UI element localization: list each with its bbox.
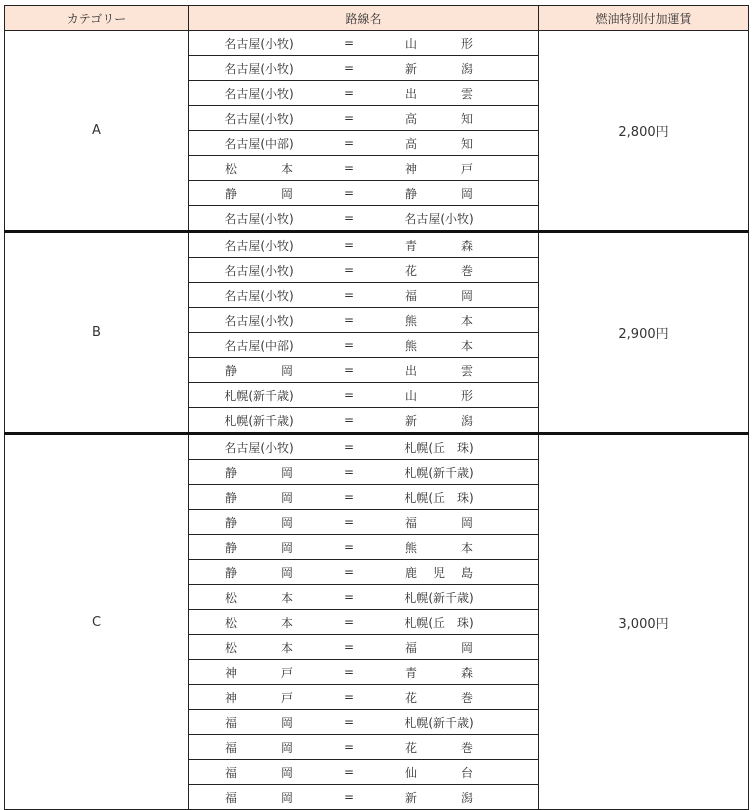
route-cell bbox=[189, 535, 539, 560]
route-origin: 静 岡 bbox=[225, 186, 293, 201]
route-destination: 福 岡 bbox=[405, 515, 473, 530]
route-origin: 名古屋(小牧) bbox=[224, 313, 294, 328]
route-destination: 神 戸 bbox=[405, 161, 473, 176]
route-destination: 熊 本 bbox=[405, 313, 473, 328]
route-separator: = bbox=[343, 86, 355, 100]
route-destination: 札幌(新千歳) bbox=[404, 465, 474, 480]
route-origin: 静 岡 bbox=[225, 490, 293, 505]
route-origin: 名古屋(小牧) bbox=[224, 86, 294, 101]
route-destination: 福 岡 bbox=[405, 640, 473, 655]
route-cell bbox=[189, 81, 539, 106]
category-cell: C bbox=[5, 434, 189, 810]
route-cell bbox=[189, 206, 539, 232]
route-separator: = bbox=[343, 490, 355, 504]
route-separator: = bbox=[343, 288, 355, 302]
surcharge-cell: 2,800円 bbox=[539, 31, 749, 232]
route-destination: 花 巻 bbox=[405, 740, 473, 755]
table-row bbox=[5, 434, 749, 460]
route-separator: = bbox=[343, 740, 355, 754]
route-origin: 名古屋(中部) bbox=[224, 136, 294, 151]
route-origin: 名古屋(小牧) bbox=[224, 263, 294, 278]
route-cell bbox=[189, 283, 539, 308]
route-cell bbox=[189, 383, 539, 408]
route-cell bbox=[189, 585, 539, 610]
route-destination: 鹿児島 bbox=[405, 565, 473, 580]
route-origin: 名古屋(小牧) bbox=[224, 36, 294, 51]
route-separator: = bbox=[343, 590, 355, 604]
route-separator: = bbox=[343, 790, 355, 804]
route-destination: 福 岡 bbox=[405, 288, 473, 303]
route-destination: 花 巻 bbox=[405, 690, 473, 705]
route-cell bbox=[189, 460, 539, 485]
route-separator: = bbox=[343, 715, 355, 729]
surcharge-cell: 3,000円 bbox=[539, 434, 749, 810]
route-separator: = bbox=[343, 565, 355, 579]
route-cell bbox=[189, 131, 539, 156]
route-separator: = bbox=[343, 440, 355, 454]
header-surcharge: 燃油特別付加運賃 bbox=[539, 6, 749, 31]
route-destination: 新 潟 bbox=[405, 790, 473, 805]
route-cell bbox=[189, 610, 539, 635]
route-origin: 福 岡 bbox=[225, 765, 293, 780]
header-category: カテゴリー bbox=[5, 6, 189, 31]
route-origin: 静 岡 bbox=[225, 465, 293, 480]
route-separator: = bbox=[343, 36, 355, 50]
route-cell bbox=[189, 232, 539, 258]
route-separator: = bbox=[343, 615, 355, 629]
route-origin: 静 岡 bbox=[225, 515, 293, 530]
route-destination: 札幌(丘 珠) bbox=[404, 615, 474, 630]
table-row bbox=[5, 232, 749, 258]
route-cell bbox=[189, 56, 539, 81]
route-origin: 福 岡 bbox=[225, 790, 293, 805]
route-separator: = bbox=[343, 540, 355, 554]
route-destination: 札幌(丘 珠) bbox=[404, 490, 474, 505]
route-origin: 名古屋(小牧) bbox=[224, 211, 294, 226]
route-separator: = bbox=[343, 388, 355, 402]
route-cell bbox=[189, 560, 539, 585]
route-origin: 松 本 bbox=[225, 161, 293, 176]
route-separator: = bbox=[343, 263, 355, 277]
route-origin: 静 岡 bbox=[225, 565, 293, 580]
route-cell bbox=[189, 735, 539, 760]
route-separator: = bbox=[343, 338, 355, 352]
route-origin: 松 本 bbox=[225, 590, 293, 605]
route-destination: 山 形 bbox=[405, 388, 473, 403]
table-row bbox=[5, 31, 749, 56]
route-separator: = bbox=[343, 238, 355, 252]
route-destination: 出 雲 bbox=[405, 363, 473, 378]
route-separator: = bbox=[343, 313, 355, 327]
route-destination: 札幌(新千歳) bbox=[404, 715, 474, 730]
route-destination: 新 潟 bbox=[405, 61, 473, 76]
route-destination: 熊 本 bbox=[405, 338, 473, 353]
route-destination: 青 森 bbox=[405, 665, 473, 680]
route-separator: = bbox=[343, 665, 355, 679]
route-separator: = bbox=[343, 363, 355, 377]
route-cell bbox=[189, 485, 539, 510]
route-separator: = bbox=[343, 640, 355, 654]
route-origin: 札幌(新千歳) bbox=[224, 388, 294, 403]
route-destination: 新 潟 bbox=[405, 413, 473, 428]
route-cell bbox=[189, 760, 539, 785]
route-destination: 青 森 bbox=[405, 238, 473, 253]
route-separator: = bbox=[343, 765, 355, 779]
route-origin: 名古屋(小牧) bbox=[224, 111, 294, 126]
route-separator: = bbox=[343, 61, 355, 75]
route-cell bbox=[189, 31, 539, 56]
route-cell bbox=[189, 333, 539, 358]
route-cell bbox=[189, 710, 539, 735]
route-origin: 札幌(新千歳) bbox=[224, 413, 294, 428]
header-route: 路線名 bbox=[189, 6, 539, 31]
route-separator: = bbox=[343, 186, 355, 200]
route-cell bbox=[189, 308, 539, 333]
route-cell bbox=[189, 106, 539, 131]
route-origin: 神 戸 bbox=[225, 690, 293, 705]
route-destination: 札幌(新千歳) bbox=[404, 590, 474, 605]
route-cell bbox=[189, 785, 539, 810]
route-cell bbox=[189, 408, 539, 434]
route-destination: 高 知 bbox=[405, 111, 473, 126]
route-separator: = bbox=[343, 161, 355, 175]
route-cell bbox=[189, 358, 539, 383]
route-separator: = bbox=[343, 515, 355, 529]
route-origin: 静 岡 bbox=[225, 540, 293, 555]
route-separator: = bbox=[343, 413, 355, 427]
route-destination: 名古屋(小牧) bbox=[404, 211, 474, 226]
route-cell bbox=[189, 181, 539, 206]
route-separator: = bbox=[343, 690, 355, 704]
route-destination: 山 形 bbox=[405, 36, 473, 51]
route-destination: 仙 台 bbox=[405, 765, 473, 780]
table-body bbox=[5, 31, 749, 810]
surcharge-cell: 2,900円 bbox=[539, 232, 749, 434]
route-destination: 出 雲 bbox=[405, 86, 473, 101]
route-origin: 福 岡 bbox=[225, 740, 293, 755]
route-cell bbox=[189, 685, 539, 710]
route-cell bbox=[189, 258, 539, 283]
route-separator: = bbox=[343, 211, 355, 225]
route-origin: 静 岡 bbox=[225, 363, 293, 378]
route-origin: 松 本 bbox=[225, 615, 293, 630]
route-destination: 静 岡 bbox=[405, 186, 473, 201]
route-destination: 花 巻 bbox=[405, 263, 473, 278]
route-origin: 福 岡 bbox=[225, 715, 293, 730]
route-cell bbox=[189, 156, 539, 181]
route-separator: = bbox=[343, 465, 355, 479]
category-cell: B bbox=[5, 232, 189, 434]
route-separator: = bbox=[343, 136, 355, 150]
route-origin: 名古屋(小牧) bbox=[224, 440, 294, 455]
category-cell: A bbox=[5, 31, 189, 232]
route-cell bbox=[189, 660, 539, 685]
route-cell bbox=[189, 510, 539, 535]
header-row bbox=[5, 6, 749, 31]
route-destination: 高 知 bbox=[405, 136, 473, 151]
route-origin: 名古屋(小牧) bbox=[224, 288, 294, 303]
route-destination: 札幌(丘 珠) bbox=[404, 440, 474, 455]
route-cell bbox=[189, 434, 539, 460]
route-destination: 熊 本 bbox=[405, 540, 473, 555]
route-separator: = bbox=[343, 111, 355, 125]
route-origin: 神 戸 bbox=[225, 665, 293, 680]
fuel-surcharge-table bbox=[4, 5, 749, 810]
route-origin: 松 本 bbox=[225, 640, 293, 655]
route-origin: 名古屋(小牧) bbox=[224, 238, 294, 253]
route-cell bbox=[189, 635, 539, 660]
route-origin: 名古屋(小牧) bbox=[224, 61, 294, 76]
route-origin: 名古屋(中部) bbox=[224, 338, 294, 353]
